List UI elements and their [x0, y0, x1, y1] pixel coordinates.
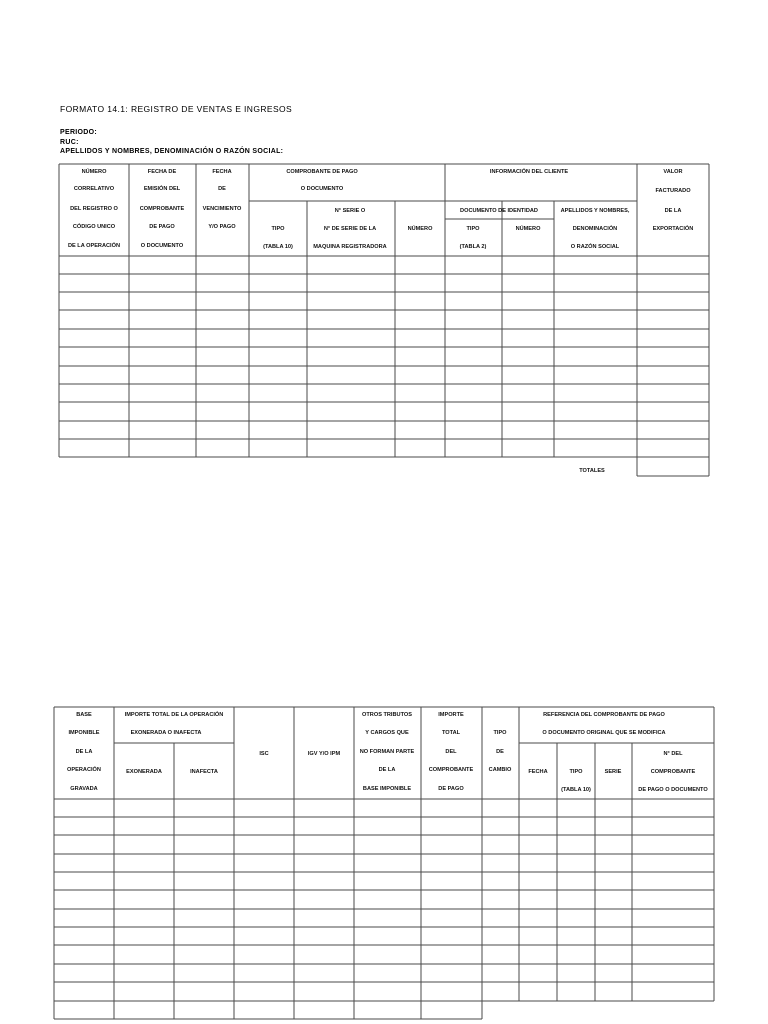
header-nro-comprobante: COMPROBANTE	[650, 769, 696, 775]
header-apellidos: DENOMINACIÓN	[572, 226, 618, 232]
header-tipo-ref: TIPO	[569, 769, 583, 775]
header-fecha-emision: COMPROBANTE	[139, 206, 185, 212]
header-valor-facturado: VALOR	[663, 169, 683, 175]
header-numero-documento: NÚMERO	[515, 226, 541, 232]
header-tipo-cambio: DE	[496, 749, 504, 755]
header-tipo-cambio: CAMBIO	[488, 767, 512, 773]
header-numero-correlativo: DE LA OPERACIÓN	[67, 243, 121, 249]
header-numero-correlativo: DEL REGISTRO O	[70, 206, 118, 212]
header-tipo-cambio: TIPO	[493, 730, 507, 736]
header-fecha-emision: FECHA DE	[147, 169, 177, 175]
header-fecha: FECHA	[528, 769, 548, 775]
header-fecha-vencimiento: DE	[218, 186, 226, 192]
razon-social-label: APELLIDOS Y NOMBRES, DENOMINACIÓN O RAZÓN SOCIAL:	[60, 148, 284, 155]
header-otros-tributos: OTROS TRIBUTOS	[362, 712, 412, 718]
header-nro-comprobante: DE PAGO O DOCUMENTO	[638, 787, 708, 793]
header-informacion-cliente: INFORMACIÓN DEL CLIENTE	[489, 169, 569, 175]
header-exonerada: EXONERADA	[126, 769, 162, 775]
header-importe-total: IMPORTE TOTAL DE LA OPERACIÓN	[124, 712, 224, 718]
periodo-label: PERIODO:	[60, 129, 98, 136]
header-comprobante: COMPROBANTE DE PAGO	[286, 169, 358, 175]
header-valor-facturado: EXPORTACIÓN	[652, 226, 694, 232]
header-fecha-emision: DE PAGO	[149, 224, 175, 230]
header-referencia: REFERENCIA DEL COMPROBANTE DE PAGO	[543, 712, 665, 718]
header-otros-tributos: NO FORMAN PARTE	[359, 749, 415, 755]
header-referencia: O DOCUMENTO ORIGINAL QUE SE MODIFICA	[542, 730, 666, 736]
document-title: FORMATO 14.1: REGISTRO DE VENTAS E INGRESOS	[60, 104, 293, 114]
header-base-imponible: GRAVADA	[70, 786, 98, 792]
header-importe-total-comprobante: TOTAL	[441, 730, 461, 736]
header-valor-facturado: DE LA	[664, 208, 682, 214]
header-fecha-emision: O DOCUMENTO	[140, 243, 184, 249]
header-isc: ISC	[259, 751, 269, 757]
header-fecha-vencimiento: VENCIMIENTO	[202, 206, 242, 212]
header-documento-identidad: DOCUMENTO DE IDENTIDAD	[460, 208, 538, 214]
header-numero: NÚMERO	[407, 226, 433, 232]
header-otros-tributos: BASE IMPONIBLE	[362, 786, 412, 792]
header-fecha-vencimiento: Y/O PAGO	[208, 224, 236, 230]
header-base-imponible: BASE	[76, 712, 92, 718]
header-serie-ref: SERIE	[604, 769, 622, 775]
ruc-label: RUC:	[60, 138, 79, 146]
header-tipo-ref: (TABLA 10)	[561, 787, 591, 793]
header-apellidos: O RAZÓN SOCIAL	[570, 244, 620, 250]
header-numero-correlativo: CÓDIGO UNICO	[72, 224, 116, 230]
header-importe-total-comprobante: IMPORTE	[438, 712, 464, 718]
header-numero-correlativo: NÚMERO	[81, 169, 107, 175]
header-serie: MAQUINA REGISTRADORA	[313, 244, 387, 250]
header-numero-correlativo: CORRELATIVO	[73, 186, 115, 192]
header-comprobante: O DOCUMENTO	[300, 186, 344, 192]
header-importe-total-comprobante: COMPROBANTE	[428, 767, 474, 773]
header-tipo-tabla2: (TABLA 2)	[459, 244, 487, 250]
header-tipo: (TABLA 10)	[263, 244, 293, 250]
header-nro-comprobante: N° DEL	[663, 751, 683, 757]
header-tipo-tabla2: TIPO	[466, 226, 480, 232]
header-tipo: TIPO	[271, 226, 285, 232]
header-serie: N° DE SERIE DE LA	[323, 226, 377, 232]
header-igv: IGV Y/O IPM	[307, 751, 341, 757]
header-fecha-vencimiento: FECHA	[212, 169, 232, 175]
header-importe-total-comprobante: DE PAGO	[438, 786, 464, 792]
header-otros-tributos: DE LA	[378, 767, 396, 773]
header-base-imponible: OPERACIÓN	[67, 767, 101, 773]
totales-label: TOTALES	[579, 468, 605, 474]
header-serie: N° SERIE O	[334, 208, 366, 214]
header-valor-facturado: FACTURADO	[655, 188, 691, 194]
header-fecha-emision: EMISIÓN DEL	[143, 186, 181, 192]
header-exonerada-o-inafecta: EXONERADA O INAFECTA	[130, 730, 202, 736]
header-importe-total-comprobante: DEL	[445, 749, 457, 755]
header-otros-tributos: Y CARGOS QUE	[365, 730, 409, 736]
header-inafecta: INAFECTA	[190, 769, 218, 775]
header-base-imponible: IMPONIBLE	[68, 730, 100, 736]
header-base-imponible: DE LA	[75, 749, 93, 755]
header-apellidos: APELLIDOS Y NOMBRES,	[560, 208, 630, 214]
